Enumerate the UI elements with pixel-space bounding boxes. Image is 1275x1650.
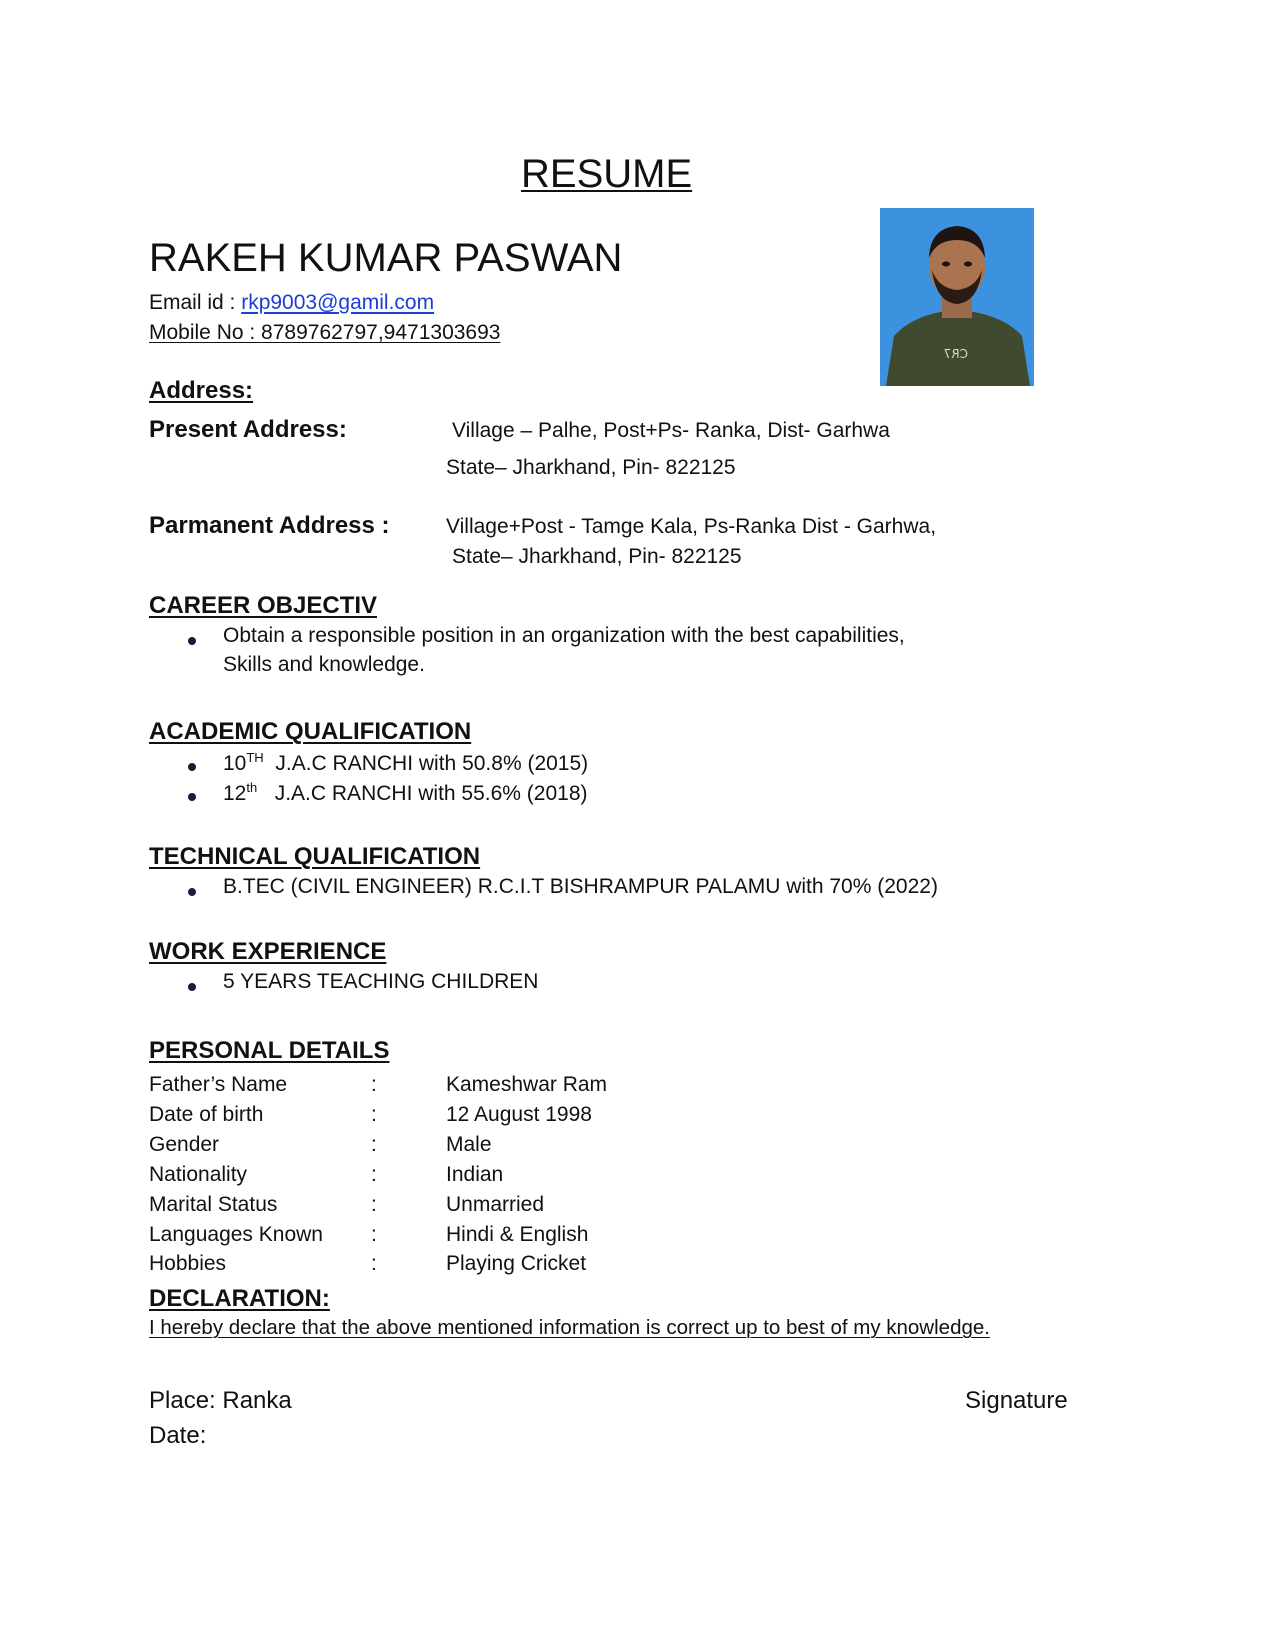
personal-value: Playing Cricket [446,1252,587,1275]
career-objective-heading: CAREER OBJECTIV [149,592,378,619]
academic-grade-suffix: th [246,780,258,795]
email-label: Email id : [149,291,242,314]
bullet-icon [188,763,196,771]
candidate-name: RAKEH KUMAR PASWAN [149,236,623,280]
academic-item [223,750,588,776]
personal-value: Male [446,1133,492,1156]
bullet-icon [188,983,196,991]
career-objective-line1: Obtain a responsible position in an organization with the best capabilities, [223,624,905,647]
personal-label: Languages Known [149,1223,323,1246]
personal-label: Father’s Name [149,1073,288,1096]
personal-separator: : [371,1252,377,1275]
personal-label: Gender [149,1133,220,1156]
permanent-address-line1: Village+Post - Tamge Kala, Ps-Ranka Dist - Garhwa, [446,515,937,538]
permanent-address-label: Parmanent Address : [149,512,390,539]
personal-separator: : [371,1073,377,1096]
bullet-icon [188,637,196,645]
present-address-line2: State– Jharkhand, Pin- 822125 [446,456,736,479]
work-experience-item: 5 YEARS TEACHING CHILDREN [223,970,539,993]
present-address-label: Present Address: [149,416,347,443]
academic-grade: 12 [223,782,247,805]
mobile-line: Mobile No : 8789762797,9471303693 [149,321,501,344]
work-experience-heading: WORK EXPERIENCE [149,938,387,965]
person-portrait-icon [880,208,1034,386]
academic-item [223,780,588,806]
personal-value: 12 August 1998 [446,1103,592,1126]
profile-photo [880,208,1034,386]
academic-detail: J.A.C RANCHI with 55.6% (2018) [274,782,588,805]
personal-separator: : [371,1193,377,1216]
personal-separator: : [371,1133,377,1156]
email-link[interactable]: rkp9003@gamil.com [241,291,435,314]
personal-value: Indian [446,1163,504,1186]
place-line: Place: Ranka [149,1387,292,1414]
address-heading: Address: [149,377,254,404]
bullet-icon [188,793,196,801]
present-address-line1: Village – Palhe, Post+Ps- Ranka, Dist- Garhwa [452,419,890,442]
academic-grade: 10 [223,752,247,775]
academic-detail: J.A.C RANCHI with 50.8% (2015) [275,752,589,775]
academic-grade-suffix: TH [246,750,264,765]
personal-label: Nationality [149,1163,248,1186]
declaration-heading: DECLARATION: [149,1285,330,1312]
personal-label: Marital Status [149,1193,278,1216]
technical-heading: TECHNICAL QUALIFICATION [149,843,481,870]
personal-value: Unmarried [446,1193,545,1216]
academic-heading: ACADEMIC QUALIFICATION [149,718,472,745]
personal-separator: : [371,1103,377,1126]
personal-separator: : [371,1163,377,1186]
resume-title: RESUME [521,152,693,196]
career-objective-line2: Skills and knowledge. [223,653,425,676]
date-line: Date: [149,1422,207,1449]
personal-details-heading: PERSONAL DETAILS [149,1037,390,1064]
personal-value: Kameshwar Ram [446,1073,608,1096]
signature-label: Signature [965,1387,1068,1414]
technical-item: B.TEC (CIVIL ENGINEER) R.C.I.T BISHRAMPUR PALAMU with 70% (2022) [223,875,938,898]
personal-value: Hindi & English [446,1223,589,1246]
personal-separator: : [371,1223,377,1246]
declaration-text: I hereby declare that the above mentioned information is correct up to best of my knowledge. [149,1316,990,1339]
svg-text:CR7: CR7 [943,347,968,361]
personal-label: Hobbies [149,1252,227,1275]
email-line [149,291,434,315]
bullet-icon [188,888,196,896]
personal-label: Date of birth [149,1103,264,1126]
permanent-address-line2: State– Jharkhand, Pin- 822125 [452,545,742,568]
